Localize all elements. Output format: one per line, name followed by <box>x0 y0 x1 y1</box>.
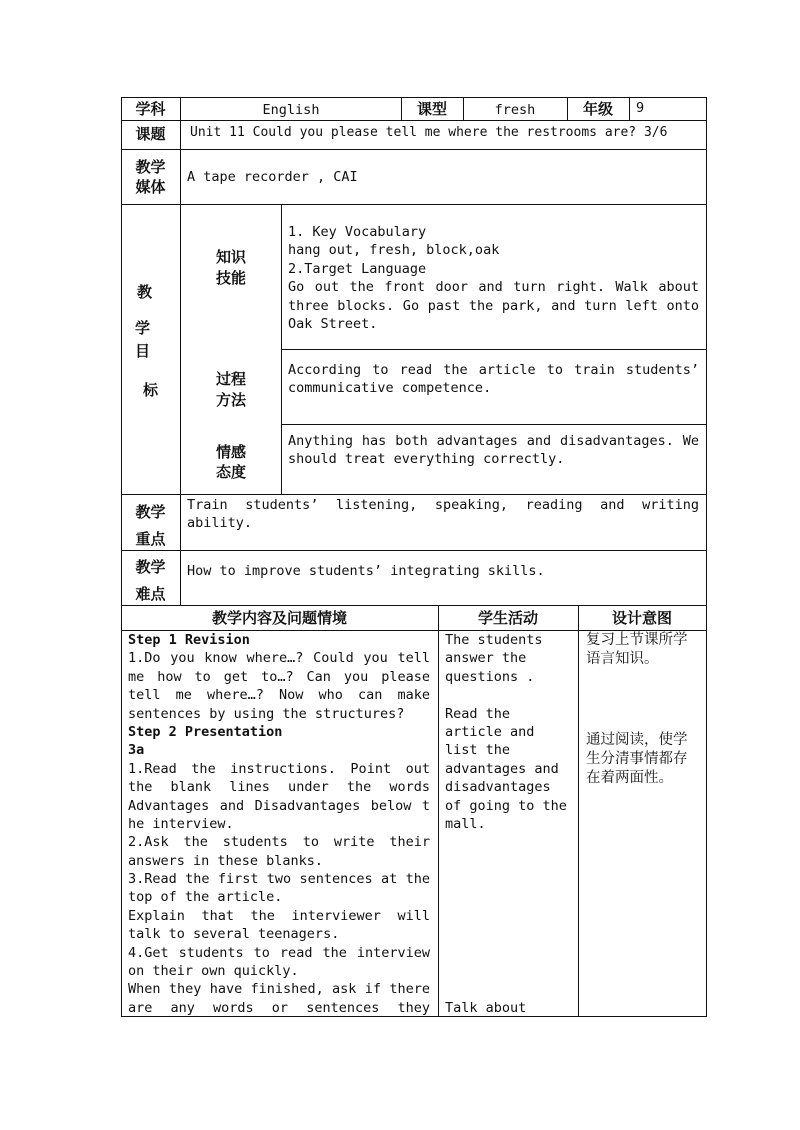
content-line: 2.Ask the students to write their <box>128 834 430 851</box>
grade-label: 年级 <box>582 100 613 118</box>
emotion-text <box>288 432 699 469</box>
key-points-text <box>187 496 699 533</box>
process-text <box>288 361 699 398</box>
row-divider <box>121 605 707 606</box>
content-line: the blank lines under the words <box>128 779 430 796</box>
content-line: sentences by using the structures? <box>128 705 405 722</box>
row-divider <box>121 204 707 205</box>
content-line: answers in these blanks. <box>128 852 324 869</box>
topic-value: Unit 11 Could you please tell me where the restrooms are? 3/6 <box>190 125 668 140</box>
text-line: communicative competence. <box>288 380 492 397</box>
content-line: are any words or sentences they <box>128 999 430 1016</box>
content-line: 4.Get students to read the interview <box>128 944 430 961</box>
design-intent-2 <box>586 731 704 788</box>
content-line: 1.Read the instructions. Point out <box>128 760 430 777</box>
table-border-bottom <box>121 1016 707 1017</box>
content-line: 1.Do you know where…? Could you tell <box>128 650 430 667</box>
text-line: ability. <box>187 515 253 532</box>
content-line: When they have finished, ask if there <box>128 981 430 998</box>
activity-line: The students <box>445 632 543 648</box>
text-line: should treat everything correctly. <box>288 451 565 468</box>
lesson-type-label: 课型 <box>416 100 447 118</box>
topic-label: 课题 <box>135 125 166 143</box>
table-border-right <box>706 97 707 1017</box>
difficult-points-label-line2: 难点 <box>135 585 166 603</box>
row-divider <box>281 349 707 350</box>
key-points-label-line1: 教学 <box>135 503 166 521</box>
text-line: According to read the article to train students’ <box>288 362 699 378</box>
knowledge-text <box>288 223 699 333</box>
activity-line: advantages and <box>445 760 559 777</box>
lesson-type-value: fresh <box>494 102 536 118</box>
text-line: three blocks. Go past the park, and turn left onto <box>288 297 699 314</box>
col-divider <box>578 605 579 1017</box>
activity-line <box>445 686 575 704</box>
intent-line: 在着两面性。 <box>586 770 673 786</box>
teaching-content <box>128 631 430 1016</box>
text-line: Anything has both advantages and disadvantages. We <box>288 433 699 449</box>
key-points-label-line2: 重点 <box>135 530 166 548</box>
row-divider <box>121 149 707 150</box>
objectives-label-char: 学 <box>135 319 151 337</box>
content-line: tell me where…? Now who can make <box>128 687 430 704</box>
activity-line: questions . <box>445 668 535 685</box>
content-line: Step 2 Presentation <box>128 723 283 740</box>
activity-line: disadvantages <box>445 779 551 796</box>
col-divider <box>629 97 630 121</box>
intent-line: 复习上节课所学 <box>586 632 688 648</box>
content-line: me how to get to…? Can you please <box>128 668 430 685</box>
media-label-line1: 教学 <box>135 158 166 176</box>
col-header-intent: 设计意图 <box>611 609 672 627</box>
activity-line: mall. <box>445 815 486 832</box>
activity-line: Read the <box>445 705 511 722</box>
emotion-label-line2: 态度 <box>215 463 246 481</box>
col-header-activity: 学生活动 <box>477 609 538 627</box>
subject-value: English <box>262 102 320 118</box>
student-activity <box>445 631 575 833</box>
objectives-label-char: 标 <box>143 381 159 399</box>
row-divider <box>121 494 707 495</box>
text-line: Oak Street. <box>288 315 378 332</box>
activity-line: article and <box>445 723 535 740</box>
content-line: talk to several teenagers. <box>128 926 340 943</box>
difficult-points-label-line1: 教学 <box>135 558 166 576</box>
text-line: hang out, fresh, block,oak <box>288 242 500 259</box>
media-label-line2: 媒体 <box>135 178 166 196</box>
activity-line: of going to the <box>445 797 567 814</box>
objectives-label-char: 目 <box>135 342 151 360</box>
process-label-line1: 过程 <box>215 370 246 388</box>
media-value: A tape recorder , CAI <box>187 169 358 185</box>
col-divider <box>281 204 282 495</box>
col-divider <box>438 605 439 1017</box>
emotion-label-line1: 情感 <box>215 443 246 461</box>
activity-bottom-text: Talk about <box>445 1000 527 1016</box>
row-divider <box>121 550 707 551</box>
objectives-label-char: 教 <box>137 283 153 301</box>
table-border-top <box>121 97 707 98</box>
col-header-content: 教学内容及问题情境 <box>211 609 347 627</box>
content-line: top of the article. <box>128 889 283 906</box>
content-line: 3.Read the first two sentences at the <box>128 871 430 888</box>
content-line: Explain that the interviewer will <box>128 907 430 924</box>
activity-line: answer the <box>445 650 527 667</box>
activity-line: list the <box>445 742 511 759</box>
difficult-points-text: How to improve students’ integrating skills. <box>187 563 545 579</box>
knowledge-label-line1: 知识 <box>215 248 246 266</box>
design-intent-1 <box>586 631 704 669</box>
text-line: 2.Target Language <box>288 260 427 277</box>
row-divider <box>281 424 707 425</box>
grade-value: 9 <box>636 100 645 116</box>
row-divider <box>121 120 707 121</box>
intent-line: 生分清事情都存 <box>586 751 688 767</box>
content-line: Advantages and Disadvantages below t <box>128 797 430 814</box>
text-line: Train students’ listening, speaking, reading and writing <box>187 497 699 513</box>
text-line: Go out the front door and turn right. Walk about <box>288 279 699 296</box>
intent-line: 通过阅读，使学 <box>586 732 688 748</box>
intent-line: 语言知识。 <box>586 651 659 667</box>
process-label-line2: 方法 <box>215 391 246 409</box>
content-line: on their own quickly. <box>128 963 299 980</box>
content-line: Step 1 Revision <box>128 632 250 648</box>
subject-label: 学科 <box>135 100 166 118</box>
text-line: 1. Key Vocabulary <box>288 224 427 240</box>
content-line: he interview. <box>128 815 234 832</box>
knowledge-label-line2: 技能 <box>215 269 246 287</box>
col-divider <box>180 97 181 605</box>
content-line: 3a <box>128 742 145 759</box>
